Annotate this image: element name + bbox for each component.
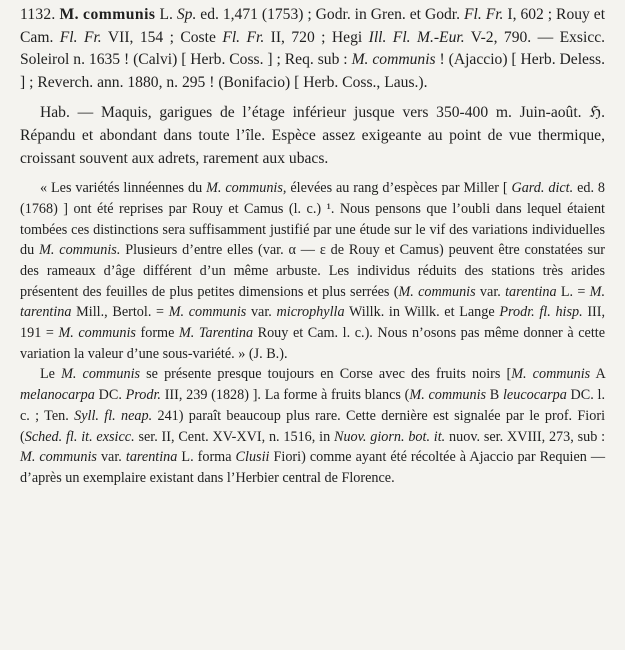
entry-text: ed. 1,471 (1753) ; Godr. in Gren. et Godr. [200, 6, 461, 23]
note-italic: Nuov. giorn. bot. it. [333, 428, 446, 445]
note-text: se présente presque toujours en Corse avec des fruits noirs [ [146, 366, 512, 383]
note-italic: microphylla [276, 304, 345, 321]
entry-citation: Sp. [176, 6, 197, 23]
note-italic: M. communis [511, 366, 591, 383]
note-text: var. [100, 449, 122, 466]
note-text: ed. 8 (1768) ] ont été reprises par Rouy et Camus (l. c.) ¹. Nous pensons que l’oubli dans lequel étaient tombées ces distinctions sera suffisamment justifié par une étude sur le vif des variations individuelles du [20, 180, 606, 259]
habitat-paragraph: Hab. — Maquis, garigues de l’étage inférieur jusque vers 350-400 m. Juin-août. ℌ. Répandu et abondant dans toute l’île. Espèce assez exigeante au point de vue thermique, croissant souvent aux adrets, rarement aux ubacs. [20, 104, 605, 167]
entry-citation: Ill. Fl. M.-Eur. [368, 28, 465, 46]
note-text: A [595, 366, 605, 383]
entry-text: V-2, 790. — Exsicc. Soleirol n. 1635 ! (Calvi) [ Herb. Coss. ] ; Req. sub : [20, 28, 606, 69]
note-italic: Clusii [235, 449, 270, 466]
entry-text: I, 602 ; Rouy et Cam. [20, 6, 606, 46]
note-italic: Gard. dict. [511, 180, 574, 197]
note-text: Plusieurs d’entre elles (var. α — ε de Rouy et Camus) peuvent être constatées sur des rameaux d’âge différent d’un même arbuste. Les individus réduits des stations très arides présentent des feuilles de plus petites dimensions et plus serrées ( [20, 242, 606, 300]
note-text: DC. l. c. ; Ten. [20, 387, 606, 424]
note-text: « Les variétés linnéennes du [40, 180, 203, 197]
entry-citation: Fl. Fr. [59, 28, 102, 46]
note-text: L. = [560, 283, 586, 300]
note-text: ser. II, Cent. XV-XVI, n. 1516, in [138, 428, 331, 445]
note-italic: leucocarpa [502, 387, 567, 404]
note-fruit-forms [20, 364, 605, 488]
note-varieties [20, 178, 605, 364]
species-entry [20, 4, 605, 94]
note-text: DC. [98, 387, 122, 404]
note-text: nuov. ser. XVIII, 273, sub : [449, 428, 606, 445]
note-italic: M. communis, [206, 180, 287, 197]
note-text: B [489, 387, 500, 404]
entry-citation: Fl. Fr. [464, 6, 504, 23]
note-text: Rouy et Cam. l. c.). Nous n’osons pas même donner à cette variation la valeur d’une sous-variété. » (J. B.). [20, 325, 605, 362]
note-italic: Prodr. fl. hisp. [499, 304, 583, 321]
note-italic: M. communis [20, 449, 97, 466]
note-italic: M. communis. [39, 242, 121, 259]
note-text: Le [40, 366, 55, 383]
note-italic: Sched. fl. it. exsicc. [24, 428, 135, 445]
species-name-epithet: communis [83, 6, 156, 23]
note-italic: Prodr. [125, 387, 161, 404]
note-text: III, 239 (1828) ]. La forme à fruits blancs ( [164, 387, 410, 404]
note-italic: tarentina [125, 449, 178, 466]
note-text: III, 191 = [20, 304, 606, 342]
note-text: var. [250, 304, 272, 321]
entry-citation: M. communis [351, 51, 436, 69]
note-italic: M. communis [409, 387, 487, 404]
note-text: élevées au rang d’espèces par Miller [ [290, 180, 508, 197]
note-text: 241) paraît beaucoup plus rare. Cette dernière est signalée par le prof. Fiori ( [20, 407, 606, 445]
note-italic: M. communis [168, 304, 247, 321]
entry-text: ! (Ajaccio) [ Herb. Deless. ] ; Reverch. ann. 1880, n. 295 ! (Bonifacio) [ Herb. Coss., Laus.). [20, 51, 605, 91]
note-text: Mill., Bertol. = [76, 304, 165, 321]
note-italic: Syll. fl. neap. [74, 407, 153, 424]
note-italic: M. communis [61, 366, 141, 383]
note-text: forme [140, 325, 175, 342]
entry-text: VII, 154 ; Coste [107, 28, 216, 46]
species-name-genus: M. [59, 6, 80, 23]
note-italic: M. communis [398, 283, 476, 300]
note-text: var. [479, 283, 501, 300]
note-italic: M. communis [58, 325, 136, 342]
entry-citation: Fl. Fr. [222, 28, 265, 46]
note-italic: melanocarpa [20, 387, 95, 404]
note-text: Fiori) comme ayant été récoltée à Ajaccio par Requien — d’après un exemplaire existant dans l’Herbier central de Florence. [20, 449, 606, 486]
note-italic: M. tarentina [20, 283, 606, 321]
entry-text: L. [159, 6, 173, 23]
note-text: L. forma [181, 449, 232, 466]
entry-number: 1132. [20, 6, 56, 23]
note-italic: tarentina [505, 283, 557, 300]
note-text: Willk. in Willk. et Lange [348, 304, 495, 321]
note-italic: M. Tarentina [178, 325, 254, 342]
entry-text: II, 720 ; Hegi [270, 28, 363, 46]
